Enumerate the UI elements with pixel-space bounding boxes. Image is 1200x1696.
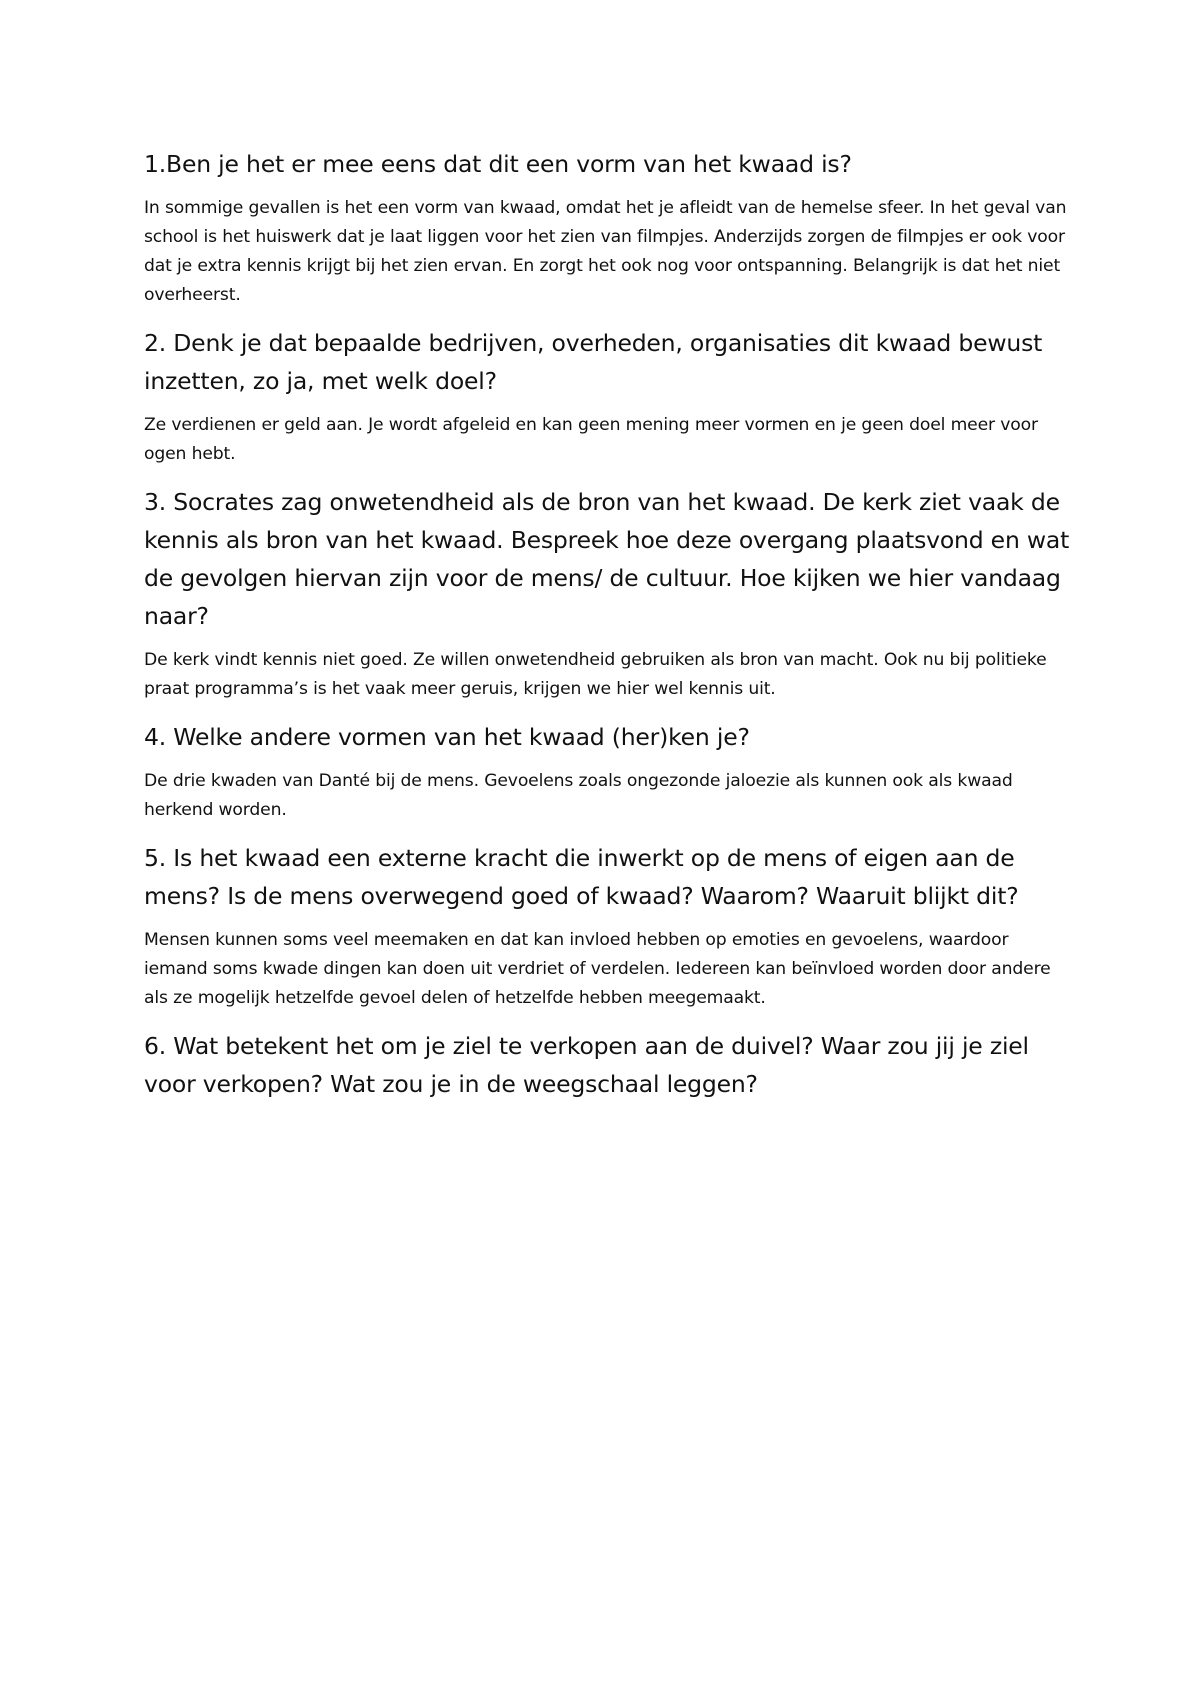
question-4: 4. Welke andere vormen van het kwaad (her)ken je? [144, 723, 750, 751]
answer-5: Mensen kunnen soms veel meemaken en dat kan invloed hebben op emoties en gevoelens, waardoor iemand soms kwade dingen kan doen uit verdriet of verdelen. Iedereen kan beïnvloed worden door andere als ze mogelijk hetzelfde gevoel delen of hetzelfde hebben meegemaakt. [144, 930, 1051, 1008]
answer-2: Ze verdienen er geld aan. Je wordt afgeleid en kan geen mening meer vormen en je geen doel meer voor ogen hebt. [144, 415, 1038, 464]
qa-block-4 [144, 718, 1072, 825]
answer-4: De drie kwaden van Danté bij de mens. Gevoelens zoals ongezonde jaloezie als kunnen ook als kwaad herkend worden. [144, 771, 1013, 820]
qa-block-3 [144, 483, 1072, 704]
answer-1: In sommige gevallen is het een vorm van kwaad, omdat het je afleidt van de hemelse sfeer. In het geval van school is het huiswerk dat je laat liggen voor het zien van filmpjes. Anderzijds zorgen de filmpjes er ook voor dat je extra kennis krijgt bij het zien ervan. En zorgt het ook nog voor ontspanning. Belangrijk is dat het niet overheerst. [144, 198, 1067, 305]
qa-block-6 [144, 1027, 1072, 1103]
qa-block-1 [144, 145, 1072, 310]
qa-block-2 [144, 324, 1072, 469]
answer-3: De kerk vindt kennis niet goed. Ze willen onwetendheid gebruiken als bron van macht. Ook nu bij politieke praat programma’s is het vaak meer geruis, krijgen we hier wel kennis uit. [144, 650, 1047, 699]
question-1: 1.Ben je het er mee eens dat dit een vorm van het kwaad is? [144, 150, 852, 178]
question-3: 3. Socrates zag onwetendheid als de bron van het kwaad. De kerk ziet vaak de kennis als bron van het kwaad. Bespreek hoe deze overgang plaatsvond en wat de gevolgen hiervan zijn voor de mens/ de cultuur. Hoe kijken we hier vandaag naar? [144, 488, 1070, 630]
qa-block-5 [144, 839, 1072, 1013]
question-6: 6. Wat betekent het om je ziel te verkopen aan de duivel? Waar zou jij je ziel voor verkopen? Wat zou je in de weegschaal leggen? [144, 1032, 1029, 1098]
question-2: 2. Denk je dat bepaalde bedrijven, overheden, organisaties dit kwaad bewust inzetten, zo ja, met welk doel? [144, 329, 1043, 395]
document-page [144, 145, 1072, 1114]
question-5: 5. Is het kwaad een externe kracht die inwerkt op de mens of eigen aan de mens? Is de mens overwegend goed of kwaad? Waarom? Waaruit blijkt dit? [144, 844, 1019, 910]
